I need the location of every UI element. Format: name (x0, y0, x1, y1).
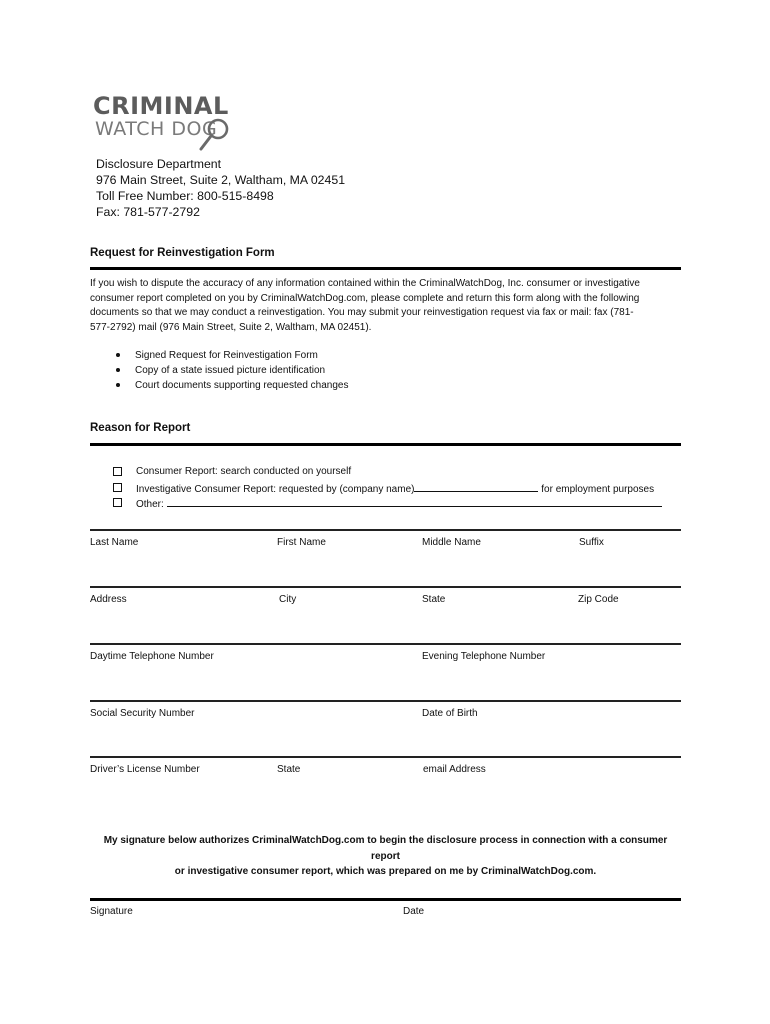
intro-paragraph (90, 277, 680, 335)
evening-phone-label: Evening Telephone Number (422, 651, 546, 662)
phone-field-line[interactable] (90, 700, 681, 702)
middle-name-label: Middle Name (422, 537, 481, 548)
bullet-icon (116, 353, 120, 357)
name-field-line[interactable] (90, 586, 681, 588)
criminal-watchdog-logo (93, 92, 233, 154)
signature-label: Signature (90, 906, 133, 917)
title-divider (90, 267, 681, 270)
zip-label: Zip Code (578, 594, 619, 605)
intro-line: 577-2792) mail (976 Main Street, Suite 2, Waltham, MA 02451). (90, 321, 372, 333)
investigative-report-checkbox[interactable] (113, 483, 122, 492)
street-address: 976 Main Street, Suite 2, Waltham, MA 02451 (96, 173, 346, 187)
intro-line: If you wish to dispute the accuracy of any information contained within the CriminalWatchDog, Inc. consumer or investigative (90, 278, 640, 289)
ssn-field-line[interactable] (90, 756, 681, 758)
intro-line: consumer report completed on you by CriminalWatchDog.com, please complete and return this form along with the following (90, 292, 640, 304)
reason-options (113, 464, 662, 511)
logo-line1: CRIMINAL (93, 92, 229, 120)
department-name: Disclosure Department (96, 157, 222, 171)
notice-line: or investigative consumer report, which was prepared on me by CriminalWatchDog.com. (174, 866, 597, 877)
magnifier-icon (197, 116, 233, 154)
required-documents-list (116, 348, 348, 393)
date-label: Date (403, 906, 425, 917)
daytime-phone-label: Daytime Telephone Number (90, 651, 214, 662)
contact-block (96, 156, 345, 220)
last-name-label: Last Name (90, 537, 139, 548)
reason-divider (90, 443, 681, 446)
email-label: email Address (423, 764, 486, 775)
form-title: Request for Reinvestigation Form (90, 247, 275, 259)
other-reason-field[interactable] (167, 495, 662, 507)
dob-label: Date of Birth (422, 708, 478, 719)
city-label: City (279, 594, 297, 605)
notice-line: My signature below authorizes CriminalWatchDog.com to begin the disclosure process in connection with a consumer report (103, 835, 668, 862)
fax-number: Fax: 781-577-2792 (96, 205, 200, 219)
license-label: Driver’s License Number (90, 764, 200, 775)
form-divider (90, 529, 681, 531)
other-checkbox[interactable] (113, 498, 122, 507)
state-label: State (422, 594, 446, 605)
list-item: Copy of a state issued picture identification (116, 363, 348, 378)
address-field-line[interactable] (90, 643, 681, 645)
company-name-field[interactable] (414, 480, 538, 492)
reason-title: Reason for Report (90, 422, 191, 434)
toll-free-number: Toll Free Number: 800-515-8498 (96, 189, 274, 203)
ssn-label: Social Security Number (90, 708, 195, 719)
consumer-report-checkbox[interactable] (113, 467, 122, 476)
signature-line[interactable] (90, 898, 681, 901)
bullet-icon (116, 368, 120, 372)
authorization-notice (90, 833, 681, 880)
list-item: Court documents supporting requested changes (116, 378, 348, 393)
license-state-label: State (277, 764, 301, 775)
address-label: Address (90, 594, 127, 605)
other-option: Other: (113, 495, 662, 511)
bullet-icon (116, 383, 120, 387)
consumer-report-option: Consumer Report: search conducted on yourself (113, 464, 662, 480)
list-item: Signed Request for Reinvestigation Form (116, 348, 348, 363)
first-name-label: First Name (277, 537, 326, 548)
suffix-label: Suffix (579, 537, 604, 548)
investigative-report-option: Investigative Consumer Report: requested by (company name) for employment purposes (113, 480, 662, 496)
logo-line2: WATCH DOG (95, 118, 218, 140)
intro-line: documents so that we may conduct a reinvestigation. You may submit your reinvestigation request via fax or mail: fax (781- (90, 307, 634, 319)
